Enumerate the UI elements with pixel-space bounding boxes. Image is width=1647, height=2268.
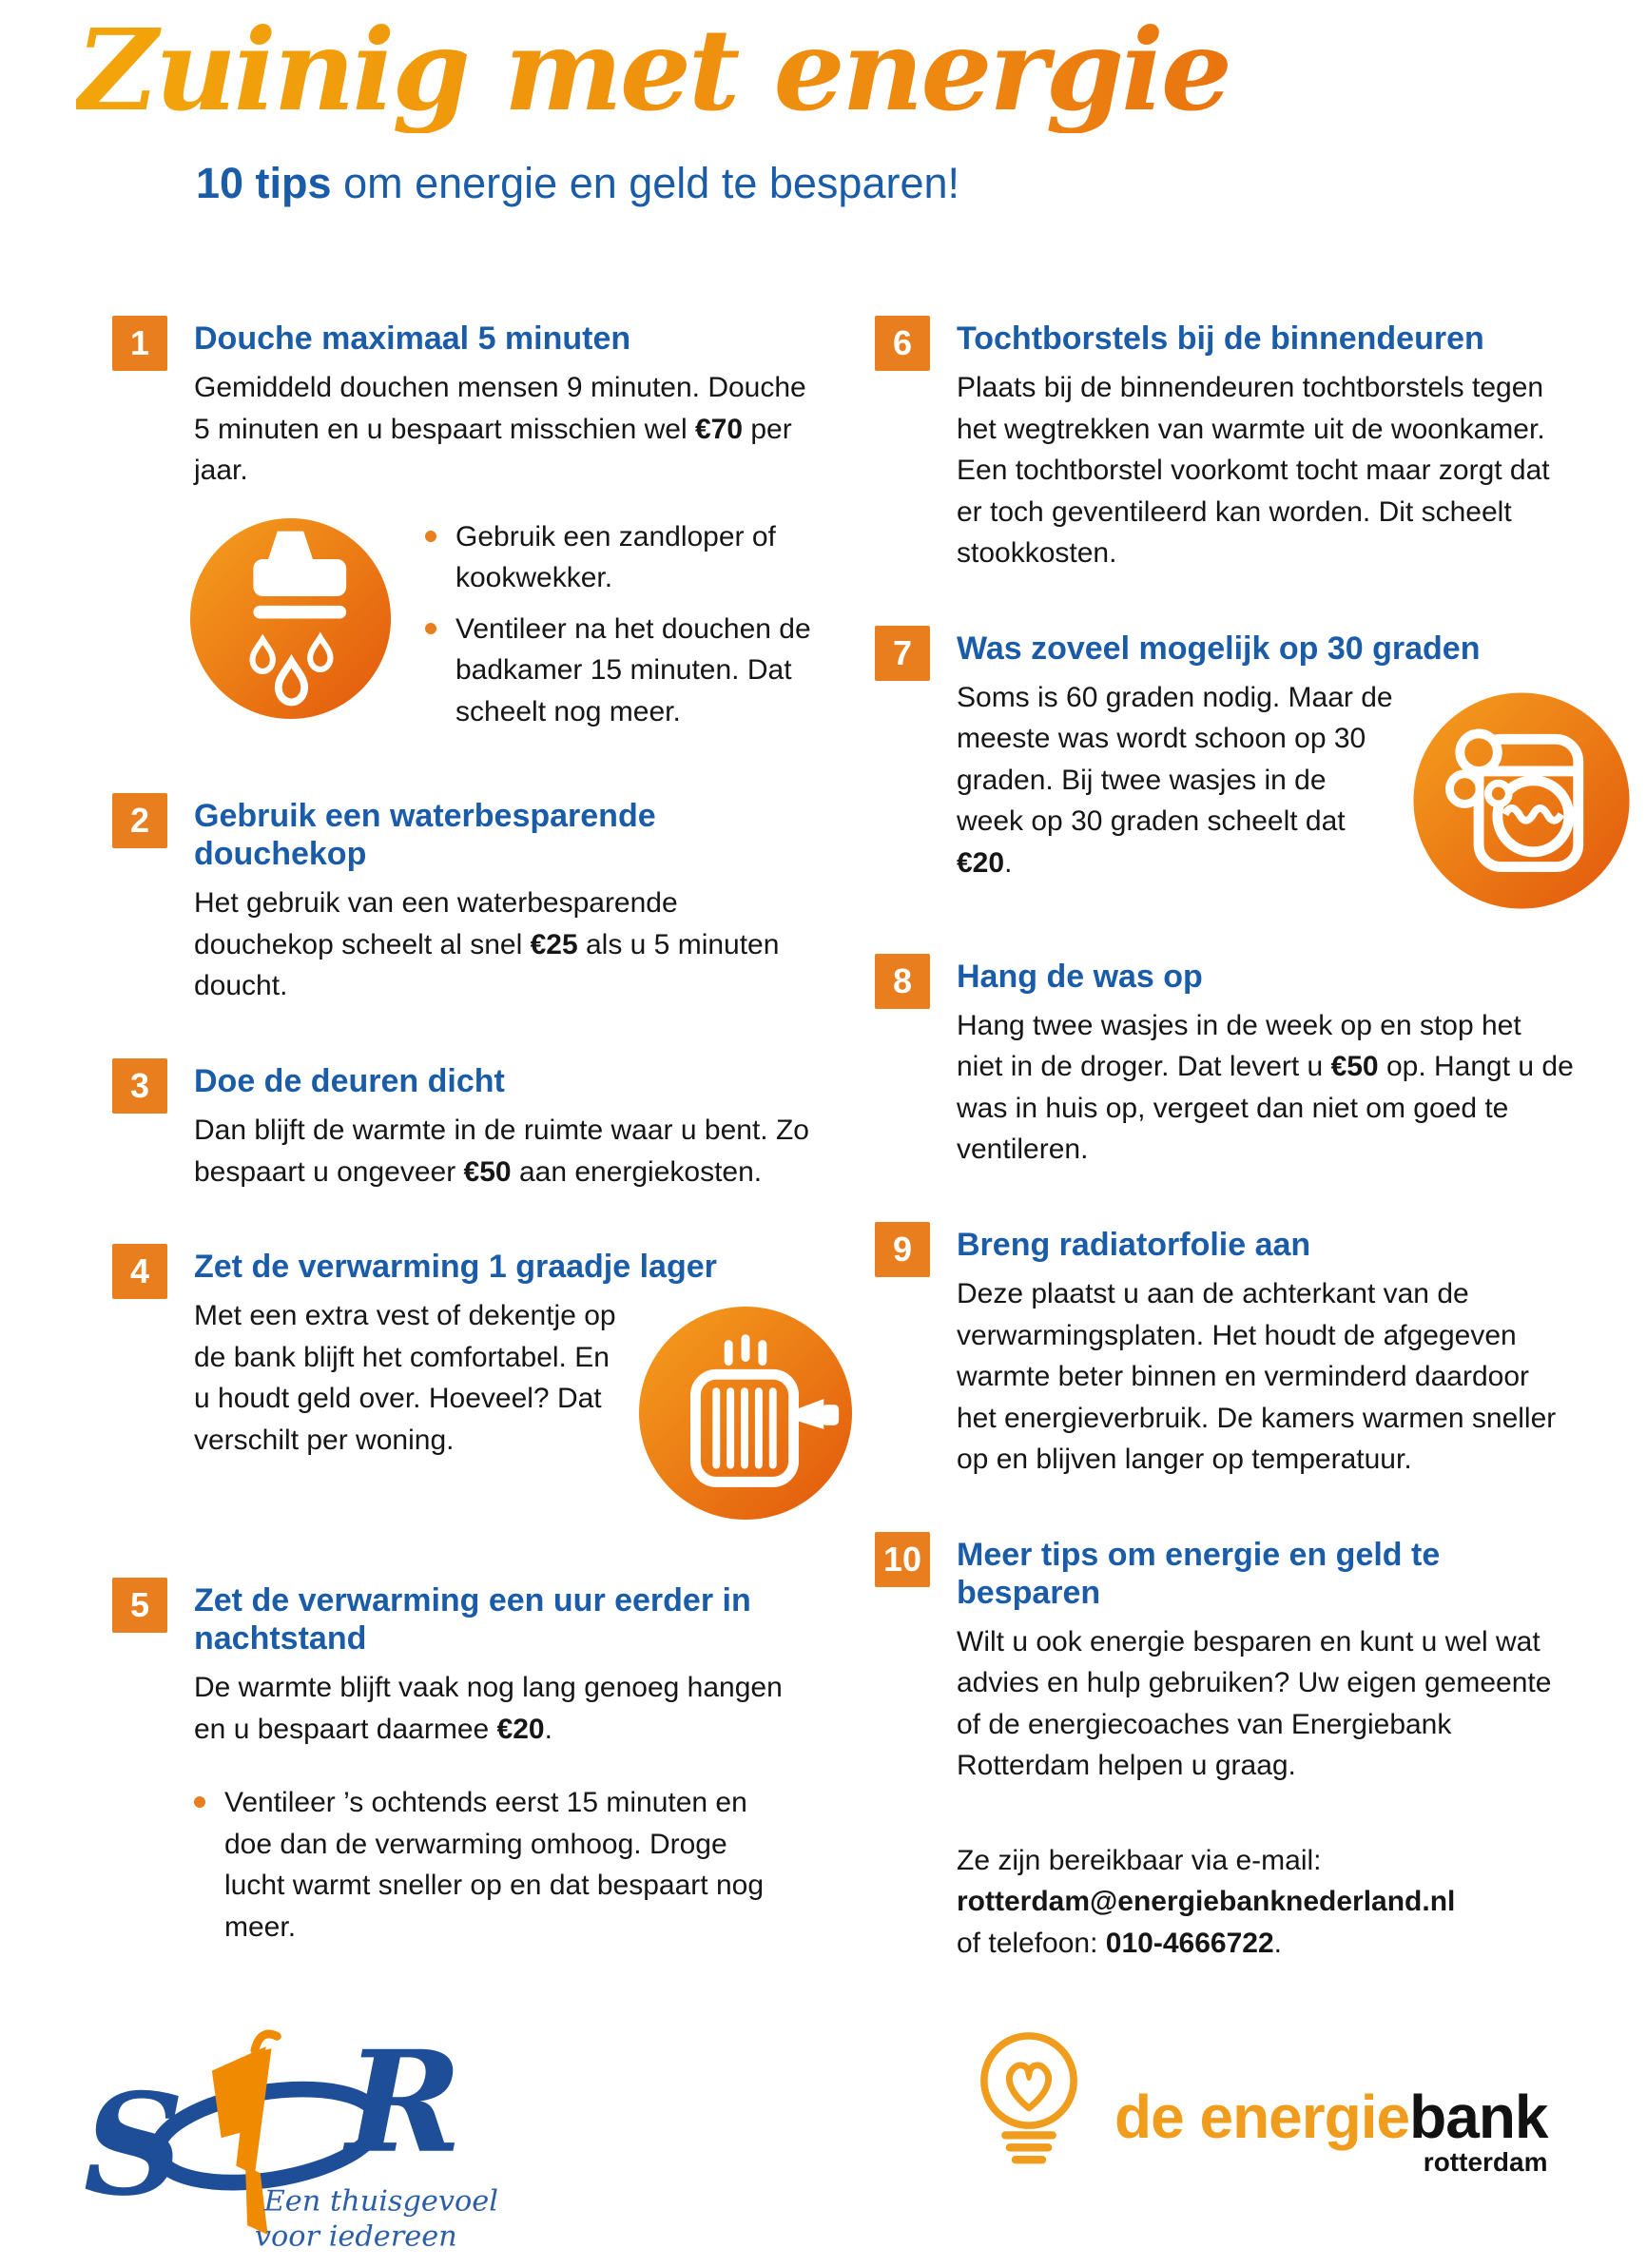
tip-9 [875, 1226, 1575, 1481]
subtitle-rest: om energie en geld te besparen! [331, 159, 960, 208]
tip-10 [875, 1536, 1575, 1787]
tip-9-number-badge: 9 [875, 1222, 930, 1277]
tip-3 [112, 1062, 812, 1192]
bullet-dot [425, 623, 436, 634]
tip-8-number-badge: 8 [875, 954, 930, 1009]
contact-text: Ze zijn bereikbaar via e-mail: rotterdam@energiebanknederland.nl of telefoon: 010-4666722. [957, 1844, 1456, 1959]
page-subtitle [196, 158, 1590, 209]
tip-6 [875, 320, 1575, 574]
tip-1-bullets [425, 516, 812, 743]
tip-7-heading: Was zoveel mogelijk op 30 graden [957, 630, 1481, 667]
tip-5-bullets [194, 1782, 812, 1948]
radiator-icon [637, 1305, 854, 1526]
energiebank-wordmark [1114, 2083, 1548, 2200]
tips-columns [83, 320, 1590, 2268]
bullet-item: Ventileer na het douchen de badkamer 15 minuten. Dat scheelt nog meer. [425, 609, 812, 733]
tip-9-heading: Breng radiatorfolie aan [957, 1226, 1311, 1263]
tip-8-body: Hang twee wasjes in de week op en stop het niet in de droger. Dat levert u €50 op. Hangt u de was in huis op, vergeet dan niet om goed te ventileren. [957, 1009, 1574, 1166]
tip-3-number-badge: 3 [112, 1058, 167, 1114]
tip-2-heading: Gebruik een waterbesparende douchekop [194, 798, 656, 873]
tip-3-heading: Doe de deuren dicht [194, 1062, 505, 1099]
lightbulb-heart-icon [957, 2002, 1101, 2200]
tip-5-body: De warmte blijft vaak nog lang genoeg hangen en u bespaart daarmee €20. [194, 1672, 783, 1745]
tip-10-number-badge: 10 [875, 1532, 930, 1587]
tip-1-heading: Douche maximaal 5 minuten [194, 320, 631, 358]
right-column [875, 320, 1575, 2200]
tip-1-number-badge: 1 [112, 316, 167, 371]
sor-logo [70, 2018, 812, 2268]
bullet-dot [194, 1796, 205, 1808]
tip-8 [875, 958, 1575, 1171]
sor-letter-r: R [345, 2020, 462, 2185]
tip-10-body: Wilt u ook energie besparen en kunt u wel wat advies en hulp gebruiken? Uw eigen gemeente of de energiecoaches van Energiebank Rotterdam helpen u graag. [957, 1625, 1552, 1782]
bullet-dot [425, 531, 436, 542]
tip-1-body: Gemiddeld douchen mensen 9 minuten. Douche 5 minuten en u bespaart misschien wel €70 per jaar. [194, 372, 806, 487]
tip-6-heading: Tochtborstels bij de binnendeuren [957, 320, 1484, 358]
sor-tagline-line1: Een thuisgevoel [263, 2184, 498, 2219]
sor-tagline-line2: voor iedereen [254, 2220, 457, 2255]
energiebank-logo [957, 2002, 1575, 2200]
page-title: Zuinig met energie [76, 8, 1590, 133]
bullet-item: Ventileer ’s ochtends eerst 15 minuten en doe dan de verwarming omhoog. Droge lucht warmt sneller op en dat bespaart nog meer. [194, 1782, 812, 1948]
tip-4-heading: Zet de verwarming 1 graadje lager [194, 1249, 717, 1286]
tip-7 [875, 630, 1575, 916]
subtitle-bold: 10 tips [196, 159, 332, 208]
tip-4-body: Met een extra vest of dekentje op de bank blijft het comfortabel. En u houdt geld over. Hoeveel? Dat verschilt per woning. [194, 1300, 616, 1456]
washing-machine-icon [1411, 690, 1632, 916]
tip-8-heading: Hang de was op [957, 958, 1203, 995]
left-column [83, 320, 812, 2268]
tip-7-number-badge: 7 [875, 626, 930, 681]
tip-7-body: Soms is 60 graden nodig. Maar de meeste was wordt schoon op 30 graden. Bij twee wasjes in de week op 30 graden scheelt dat €20. [957, 681, 1393, 879]
tip-10-heading: Meer tips om energie en geld te besparen [957, 1536, 1441, 1611]
energiebank-word-orange: de energie [1114, 2083, 1410, 2152]
sor-letter-s: S [83, 2063, 184, 2228]
tip-2 [112, 797, 812, 1007]
tip-6-body: Plaats bij de binnendeuren tochtborstels tegen het wegtrekken van warmte uit de woonkamer. Een tochtborstel voorkomt tocht maar zorgt dat er toch geventileerd kan worden. Dit scheelt stookkosten. [957, 372, 1550, 570]
energiebank-city: rotterdam [1423, 2147, 1548, 2178]
tip-5 [112, 1581, 812, 1957]
energiebank-word-black: bank [1409, 2083, 1548, 2152]
tip-3-body: Dan blijft de warmte in de ruimte waar u bent. Zo bespaart u ongeveer €50 aan energiekosten. [194, 1115, 809, 1188]
tip-4-number-badge: 4 [112, 1244, 167, 1299]
tip-5-heading: Zet de verwarming een uur eerder in nachtstand [194, 1582, 751, 1657]
tip-6-number-badge: 6 [875, 316, 930, 371]
tip-4 [112, 1248, 812, 1526]
bullet-item: Gebruik een zandloper of kookwekker. [425, 516, 812, 599]
shower-icon [188, 516, 393, 726]
tip-5-number-badge: 5 [112, 1578, 167, 1633]
tip-2-number-badge: 2 [112, 793, 167, 848]
tip-2-body: Het gebruik van een waterbesparende douchekop scheelt al snel €25 als u 5 minuten doucht. [194, 887, 780, 1002]
tip-9-body: Deze plaatst u aan de achterkant van de verwarmingsplaten. Het houdt de afgegeven warmte beter binnen en verminderd daardoor het energieverbruik. De kamers warmen sneller op en blijven langer op temperatuur. [957, 1278, 1557, 1476]
tip-1 [112, 320, 812, 742]
